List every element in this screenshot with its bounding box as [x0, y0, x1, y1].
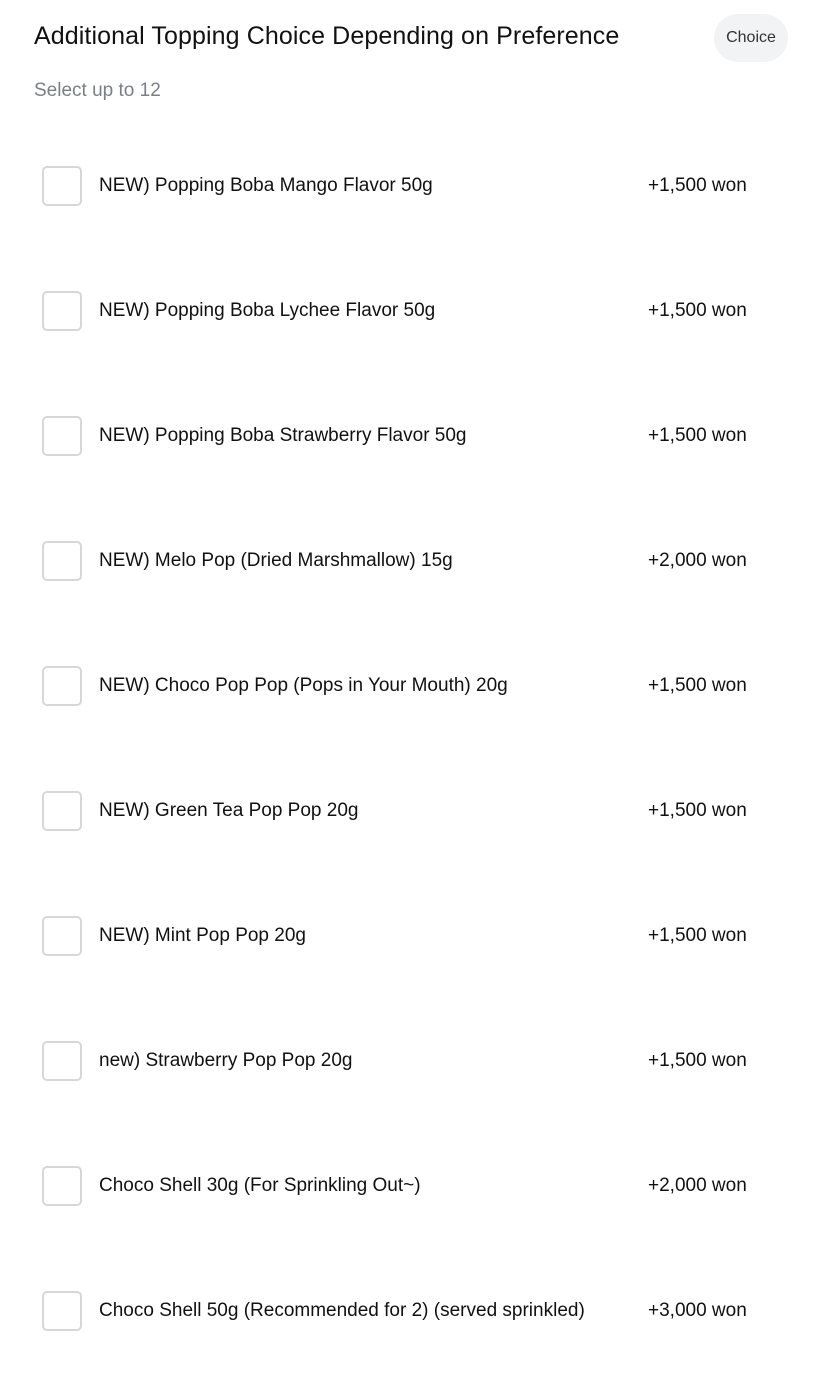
topping-option-row[interactable] — [0, 1251, 813, 1376]
option-label: NEW) Popping Boba Lychee Flavor 50g — [99, 300, 436, 321]
choice-badge: Choice — [714, 14, 788, 62]
option-label: NEW) Popping Boba Strawberry Flavor 50g — [99, 425, 467, 446]
topping-option-row[interactable] — [0, 1126, 813, 1251]
selection-limit-text: Select up to 12 — [34, 80, 161, 101]
option-label: Choco Shell 50g (Recommended for 2) (served sprinkled) — [99, 1300, 585, 1321]
option-price: +2,000 won — [648, 550, 747, 571]
option-checkbox[interactable] — [42, 166, 82, 206]
topping-option-row[interactable] — [0, 751, 813, 876]
option-price: +3,000 won — [648, 1300, 747, 1321]
option-checkbox[interactable] — [42, 291, 82, 331]
option-checkbox[interactable] — [42, 791, 82, 831]
option-checkbox[interactable] — [42, 1166, 82, 1206]
option-label: NEW) Green Tea Pop Pop 20g — [99, 800, 359, 821]
option-price: +2,000 won — [648, 1175, 747, 1196]
option-price: +1,500 won — [648, 175, 747, 196]
topping-option-row[interactable] — [0, 126, 813, 251]
option-group-header — [34, 14, 790, 62]
option-checkbox[interactable] — [42, 1291, 82, 1331]
topping-option-row[interactable] — [0, 376, 813, 501]
option-group-title: Additional Topping Choice Depending on Preference — [34, 22, 620, 50]
option-price: +1,500 won — [648, 300, 747, 321]
option-label: NEW) Mint Pop Pop 20g — [99, 925, 306, 946]
option-price: +1,500 won — [648, 425, 747, 446]
topping-option-row[interactable] — [0, 876, 813, 1001]
option-label: new) Strawberry Pop Pop 20g — [99, 1050, 353, 1071]
option-checkbox[interactable] — [42, 666, 82, 706]
option-checkbox[interactable] — [42, 541, 82, 581]
topping-option-row[interactable] — [0, 251, 813, 376]
option-label: NEW) Melo Pop (Dried Marshmallow) 15g — [99, 550, 453, 571]
topping-option-list — [0, 126, 813, 1376]
option-checkbox[interactable] — [42, 416, 82, 456]
topping-option-row[interactable] — [0, 626, 813, 751]
option-label: NEW) Choco Pop Pop (Pops in Your Mouth) 20g — [99, 675, 508, 696]
option-price: +1,500 won — [648, 800, 747, 821]
option-price: +1,500 won — [648, 925, 747, 946]
topping-option-row[interactable] — [0, 501, 813, 626]
option-checkbox[interactable] — [42, 1041, 82, 1081]
option-price: +1,500 won — [648, 1050, 747, 1071]
option-label: Choco Shell 30g (For Sprinkling Out~) — [99, 1175, 421, 1196]
topping-option-row[interactable] — [0, 1001, 813, 1126]
option-checkbox[interactable] — [42, 916, 82, 956]
option-price: +1,500 won — [648, 675, 747, 696]
option-label: NEW) Popping Boba Mango Flavor 50g — [99, 175, 433, 196]
